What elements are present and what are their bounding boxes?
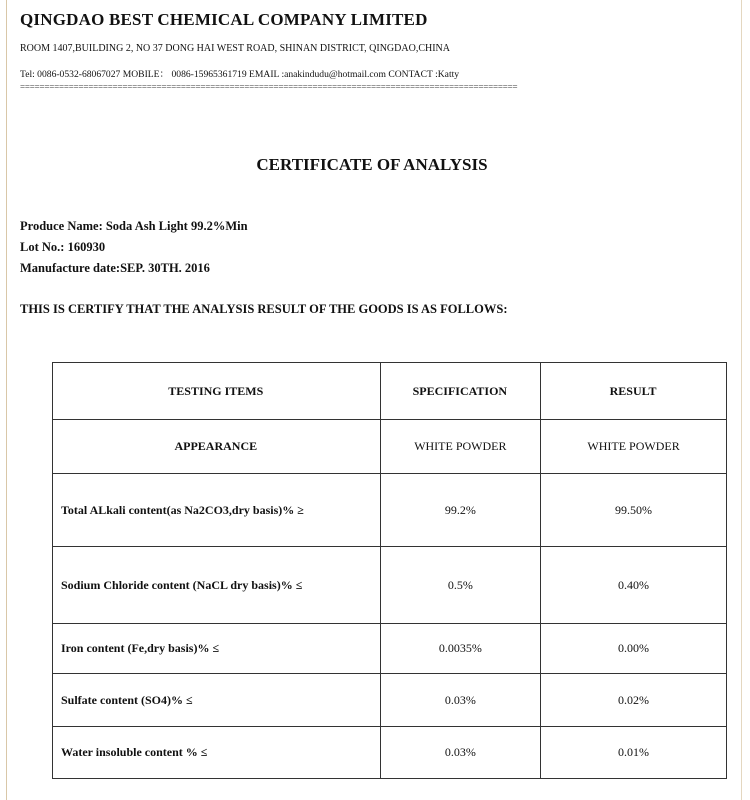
manufacture-date: Manufacture date:SEP. 30TH. 2016 bbox=[20, 261, 210, 275]
lot-number: Lot No.: 160930 bbox=[20, 240, 106, 254]
row-result: 0.01% bbox=[541, 727, 727, 779]
table-row bbox=[53, 420, 727, 474]
analysis-table bbox=[52, 362, 727, 779]
row-item: Sodium Chloride content (NaCL dry basis)% ≤ bbox=[53, 547, 381, 624]
row-item: Total ALkali content(as Na2CO3,dry basis)% ≥ bbox=[53, 474, 381, 547]
table-row bbox=[53, 624, 727, 674]
row-spec: 99.2% bbox=[380, 474, 541, 547]
row-result: 99.50% bbox=[541, 474, 727, 547]
row-result: 0.00% bbox=[541, 624, 727, 674]
row-spec: 0.03% bbox=[380, 727, 541, 779]
certify-statement: THIS IS CERTIFY THAT THE ANALYSIS RESULT OF THE GOODS IS AS FOLLOWS: bbox=[20, 302, 508, 316]
row-result: WHITE POWDER bbox=[541, 420, 727, 474]
row-item: APPEARANCE bbox=[53, 420, 381, 474]
header-testing-items: TESTING ITEMS bbox=[53, 363, 381, 420]
company-contact: Tel: 0086-0532-68067027 MOBILE： 0086-15965361719 EMAIL :anakindudu@hotmail.com CONTACT :Katty bbox=[20, 69, 460, 80]
document-title: CERTIFICATE OF ANALYSIS bbox=[256, 155, 488, 174]
table-row bbox=[53, 474, 727, 547]
table-row bbox=[53, 547, 727, 624]
table-header-row bbox=[53, 363, 727, 420]
row-spec: WHITE POWDER bbox=[380, 420, 541, 474]
company-address: ROOM 1407,BUILDING 2, NO 37 DONG HAI WEST ROAD, SHINAN DISTRICT, QINGDAO,CHINA bbox=[20, 43, 450, 54]
row-spec: 0.0035% bbox=[380, 624, 541, 674]
row-item: Water insoluble content % ≤ bbox=[53, 727, 381, 779]
company-name: QINGDAO BEST CHEMICAL COMPANY LIMITED bbox=[20, 10, 428, 29]
row-result: 0.40% bbox=[541, 547, 727, 624]
row-item: Sulfate content (SO4)% ≤ bbox=[53, 674, 381, 727]
header-divider: ====================================================================================================== bbox=[20, 82, 518, 92]
row-item: Iron content (Fe,dry basis)% ≤ bbox=[53, 624, 381, 674]
header-result: RESULT bbox=[541, 363, 727, 420]
header-specification: SPECIFICATION bbox=[380, 363, 541, 420]
row-spec: 0.03% bbox=[380, 674, 541, 727]
table-row bbox=[53, 727, 727, 779]
product-name: Produce Name: Soda Ash Light 99.2%Min bbox=[20, 219, 248, 233]
row-result: 0.02% bbox=[541, 674, 727, 727]
table-row bbox=[53, 674, 727, 727]
row-spec: 0.5% bbox=[380, 547, 541, 624]
